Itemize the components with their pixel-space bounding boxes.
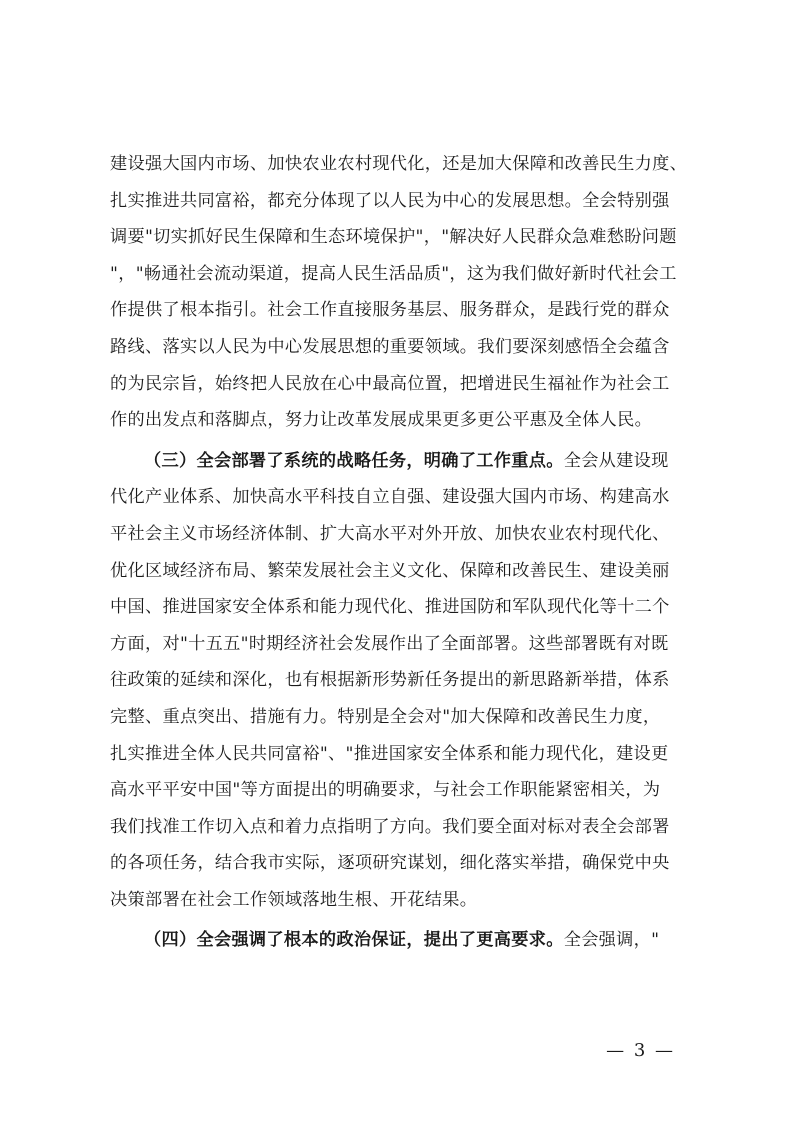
text-line: 我们找准工作切入点和着力点指明了方向。我们要全面对标对表全会部署 bbox=[110, 816, 670, 837]
text-line: 的为民宗旨，始终把人民放在心中最高位置，把增进民生福祉作为社会工 bbox=[110, 373, 670, 394]
text-run: 全会从建设现 bbox=[563, 450, 669, 471]
page-number: — 3 — bbox=[606, 1040, 675, 1061]
text-line: 决策部署在社会工作领域落地生根、开花结果。 bbox=[110, 889, 478, 910]
text-line: 完整、重点突出、措施有力。特别是全会对"加大保障和改善民生力度， bbox=[110, 706, 661, 727]
text-line: 作提供了根本指引。社会工作直接服务基层、服务群众，是践行党的群众 bbox=[110, 300, 670, 321]
text-line: 高水平平安中国"等方面提出的明确要求，与社会工作职能紧密相关，为 bbox=[110, 780, 661, 801]
text-line: 的各项任务，结合我市实际，逐项研究谋划，细化落实举措，确保党中央 bbox=[110, 853, 670, 874]
text-line: "，"畅通社会流动渠道，提高人民生活品质"，这为我们做好新时代社会工 bbox=[110, 263, 677, 284]
text-run: 全会强调，" bbox=[563, 930, 660, 951]
text-line: 路线、落实以人民为中心发展思想的重要领域。我们要深刻感悟全会蕴含 bbox=[110, 336, 670, 357]
section-heading-4: （四）全会强调了根本的政治保证，提出了更高要求。 bbox=[144, 930, 564, 951]
section-heading-3: （三）全会部署了系统的战略任务，明确了工作重点。 bbox=[144, 450, 564, 471]
text-line: 中国、推进国家安全体系和能力现代化、推进国防和军队现代化等十二个 bbox=[110, 597, 670, 618]
text-line: 优化区域经济布局、繁荣发展社会主义文化、保障和改善民生、建设美丽 bbox=[110, 560, 670, 581]
text-line: 扎实推进全体人民共同富裕"、"推进国家安全体系和能力现代化，建设更 bbox=[110, 743, 669, 764]
paragraph-2 bbox=[110, 443, 690, 919]
text-line: 往政策的延续和深化，也有根据新形势新任务提出的新思路新举措，体系 bbox=[110, 670, 670, 691]
text-line: 建设强大国内市场、加快农业农村现代化，还是加大保障和改善民生力度、 bbox=[110, 154, 688, 174]
paragraph-3 bbox=[110, 922, 690, 959]
text-line: 调要"切实抓好民生保障和生态环境保护"，"解决好人民群众急难愁盼问题 bbox=[110, 227, 677, 248]
text-line: 作的出发点和落脚点，努力让改革发展成果更多更公平惠及全体人民。 bbox=[110, 410, 653, 431]
text-line: 平社会主义市场经济体制、扩大高水平对外开放、加快农业农村现代化、 bbox=[110, 523, 670, 544]
text-line: 方面，对"十五五"时期经济社会发展作出了全面部署。这些部署既有对既 bbox=[110, 633, 669, 654]
paragraph-first-line bbox=[110, 922, 690, 959]
text-line: 扎实推进共同富裕，都充分体现了以人民为中心的发展思想。全会特别强 bbox=[110, 190, 670, 211]
paragraph-first-line bbox=[110, 443, 690, 480]
body-text bbox=[110, 146, 690, 959]
paragraph-1 bbox=[110, 146, 690, 439]
text-line: 代化产业体系、加快高水平科技自立自强、建设强大国内市场、构建高水 bbox=[110, 487, 670, 508]
